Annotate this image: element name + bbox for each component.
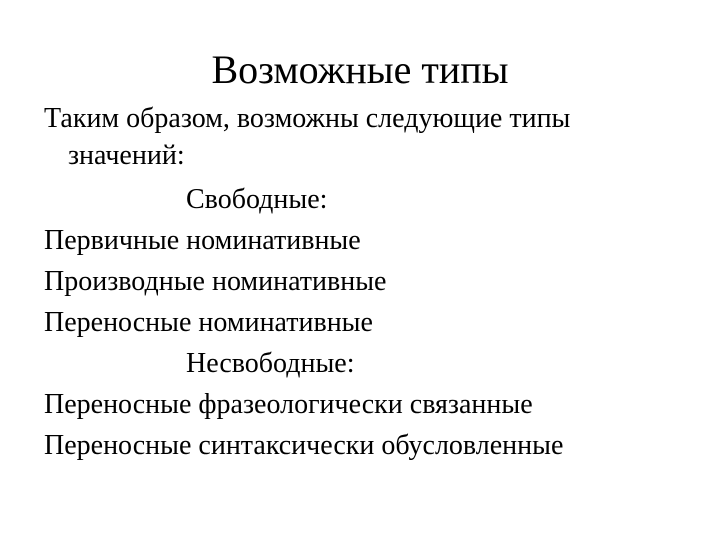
intro-text-line-1: Таким образом, возможны следующие типы: [44, 103, 571, 134]
free-types-heading: Свободные:: [186, 184, 328, 215]
slide-body: [44, 100, 694, 466]
nonfree-types-heading: Несвободные:: [186, 348, 355, 379]
slide-title: Возможные типы: [211, 47, 509, 92]
nonfree-type-item: Переносные фразеологически связанные: [44, 389, 533, 420]
free-type-item: Производные номинативные: [44, 266, 387, 297]
free-type-item: Переносные номинативные: [44, 307, 373, 338]
nonfree-type-item: Переносные синтаксически обусловленные: [44, 430, 564, 461]
free-type-item: Первичные номинативные: [44, 225, 361, 256]
intro-text-line-2: значений:: [68, 140, 185, 171]
